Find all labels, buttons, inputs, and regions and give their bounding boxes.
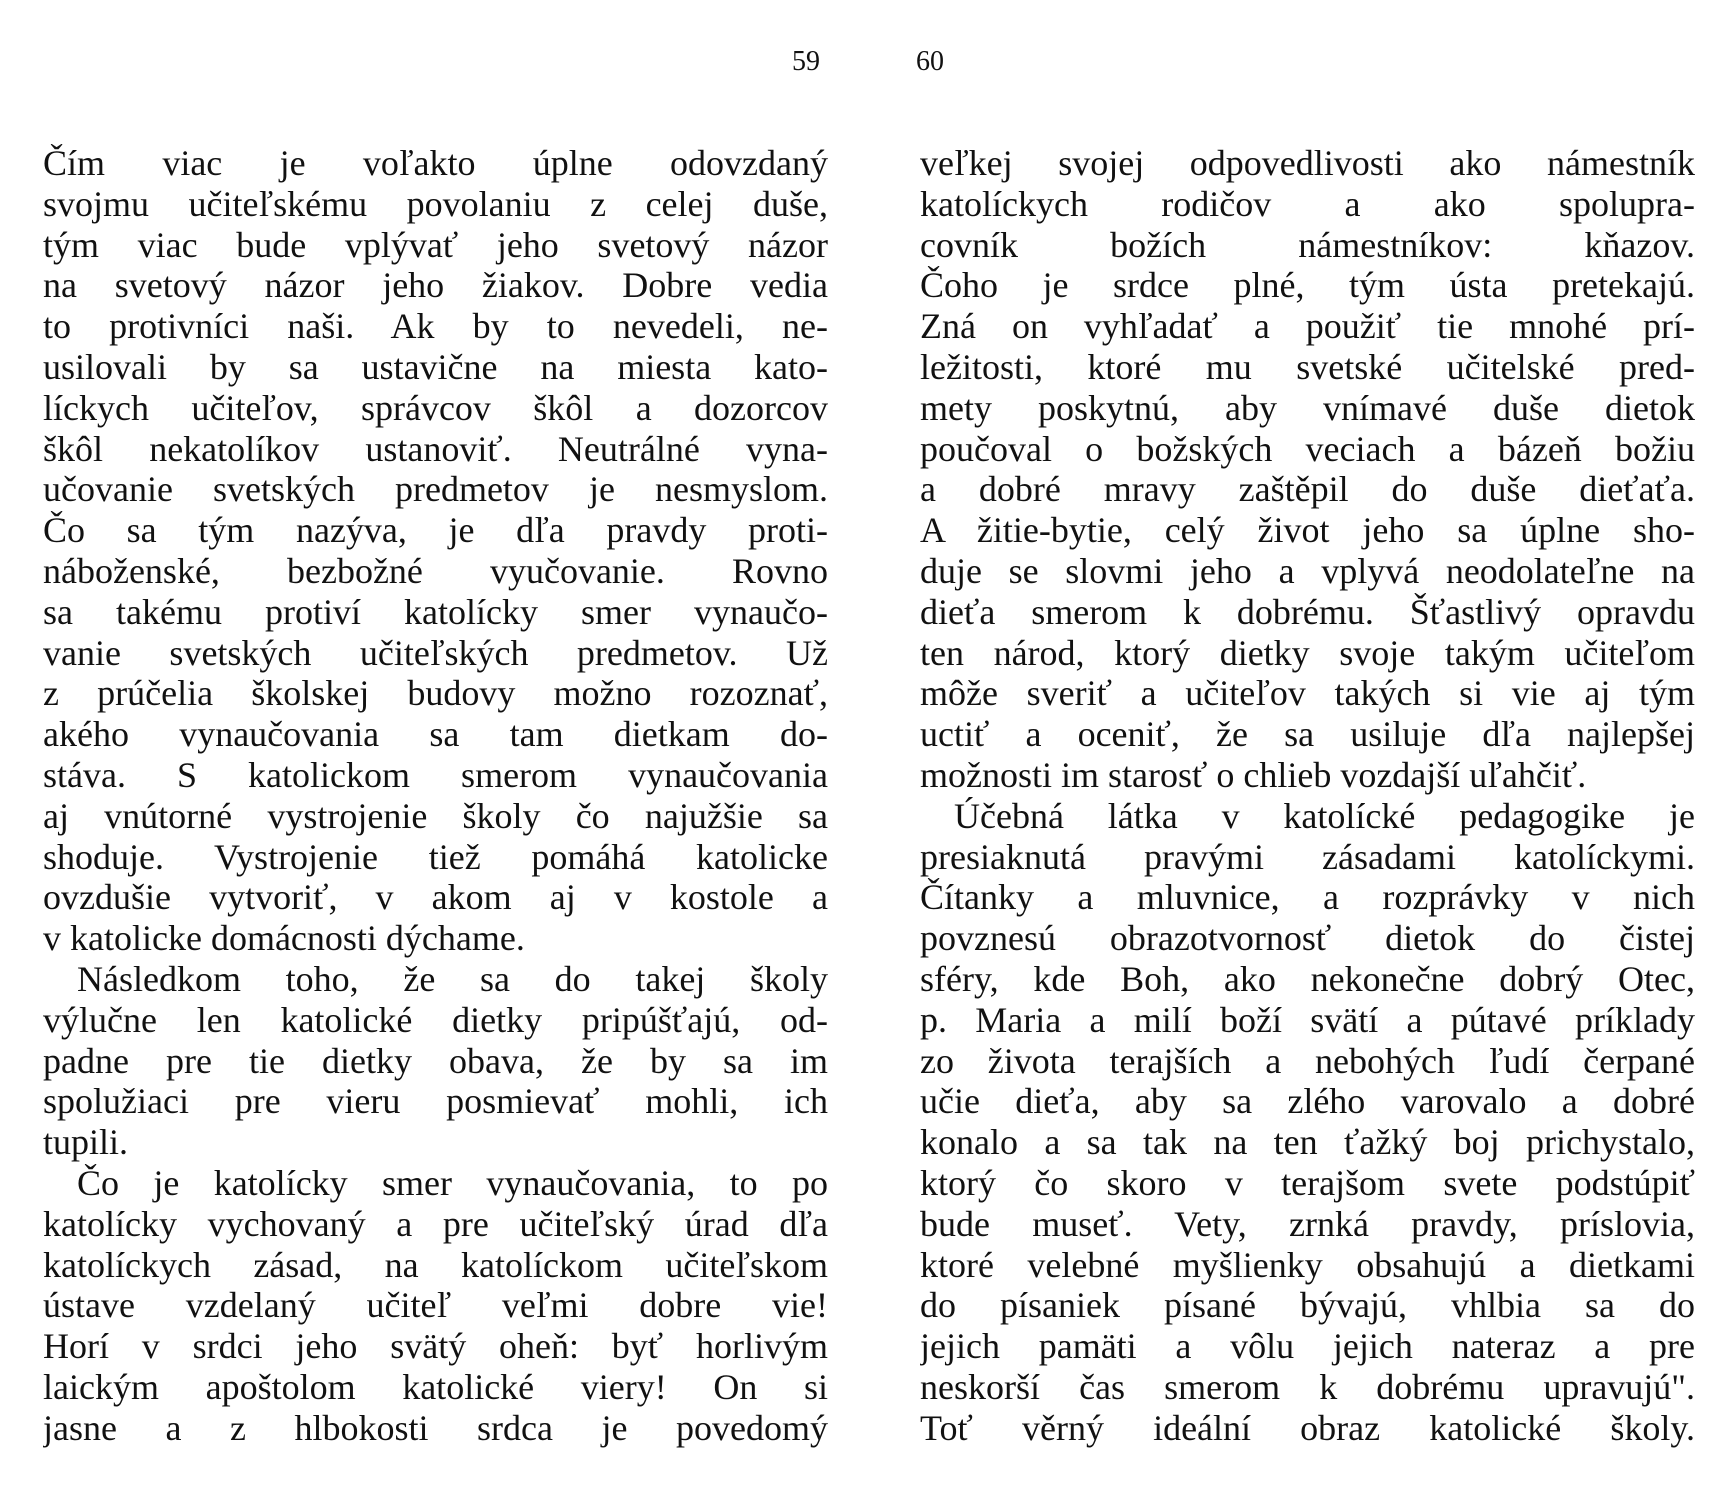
page-number-left: 59 bbox=[792, 46, 820, 77]
text-line: to protivníci naši. Ak by to nevedeli, ne- bbox=[43, 306, 828, 347]
text-line: Zná on vyhľadať a použiť tie mnohé prí- bbox=[920, 306, 1695, 347]
text-line: laickým apoštolom katolické viery! On si bbox=[43, 1366, 828, 1407]
text-line: povznesú obrazotvornosť dietok do čistej bbox=[920, 918, 1695, 959]
text-line: konalo a sa tak na ten ťažký boj prichystalo, bbox=[920, 1122, 1695, 1163]
text-line: Toť věrný ideální obraz katolické školy. bbox=[920, 1407, 1695, 1448]
text-line: neskorší čas smerom k dobrému upravujú". bbox=[920, 1366, 1695, 1407]
text-line: možnosti im starosť o chlieb vozdajší uľahčiť. bbox=[920, 754, 1587, 795]
text-line: škôl nekatolíkov ustanoviť. Neutrálné vyna- bbox=[43, 428, 828, 469]
text-line: z prúčelia školskej budovy možno rozoznať, bbox=[43, 673, 828, 714]
text-line: ten národ, ktorý dietky svoje takým učiteľom bbox=[920, 632, 1695, 673]
text-line: jejich pamäti a vôlu jejich nateraz a pre bbox=[920, 1326, 1695, 1367]
text-line: presiaknutá pravými zásadami katolíckymi. bbox=[920, 836, 1695, 877]
text-line: v katolicke domácnosti dýchame. bbox=[43, 918, 525, 959]
text-line: tupili. bbox=[43, 1122, 129, 1163]
text-line: katolíckych rodičov a ako spolupra- bbox=[920, 183, 1695, 224]
text-line: Čoho je srdce plné, tým ústa pretekajú. bbox=[920, 265, 1695, 306]
text-line: bude museť. Vety, zrnká pravdy, príslovia, bbox=[920, 1203, 1695, 1244]
text-line: ktoré velebné myšlienky obsahujú a dietkami bbox=[920, 1244, 1695, 1285]
text-line: shoduje. Vystrojenie tiež pomáhá katolicke bbox=[43, 836, 828, 877]
text-line: líckych učiteľov, správcov škôl a dozorcov bbox=[43, 387, 828, 428]
text-line: Čo je katolícky smer vynaučovania, to po bbox=[77, 1162, 828, 1203]
text-line: stáva. S katolickom smerom vynaučovania bbox=[43, 754, 828, 795]
text-line: akého vynaučovania sa tam dietkam do- bbox=[43, 714, 828, 755]
text-line: Čítanky a mluvnice, a rozprávky v nich bbox=[920, 877, 1695, 918]
text-line: katolícky vychovaný a pre učiteľský úrad dľa bbox=[43, 1203, 828, 1244]
text-line: p. Maria a milí boží svätí a pútavé príklady bbox=[920, 999, 1695, 1040]
text-line: Čím viac je voľakto úplne odovzdaný bbox=[43, 143, 828, 183]
text-line: covník božích námestníkov: kňazov. bbox=[920, 224, 1695, 265]
text-line: vanie svetských učiteľských predmetov. Už bbox=[43, 632, 828, 673]
left-page-text-column bbox=[43, 143, 828, 1449]
text-line: katolíckych zásad, na katolíckom učiteľskom bbox=[43, 1244, 828, 1285]
text-line: mety poskytnú, aby vnímavé duše dietok bbox=[920, 387, 1695, 428]
text-line: Horí v srdci jeho svätý oheň: byť horlivým bbox=[43, 1326, 828, 1367]
text-line: ovzdušie vytvoriť, v akom aj v kostole a bbox=[43, 877, 828, 918]
text-line: výlučne len katolické dietky pripúšťajú, od- bbox=[43, 999, 828, 1040]
text-line: tým viac bude vplývať jeho svetový názor bbox=[43, 224, 828, 265]
text-line: aj vnútorné vystrojenie školy čo najužšie sa bbox=[43, 795, 828, 836]
text-line: sa takému protiví katolícky smer vynaučo- bbox=[43, 591, 828, 632]
text-line: spolužiaci pre vieru posmievať mohli, ich bbox=[43, 1081, 828, 1122]
text-line: zo života terajších a nebohých ľudí čerpané bbox=[920, 1040, 1695, 1081]
text-line: na svetový názor jeho žiakov. Dobre vedia bbox=[43, 265, 828, 306]
text-line: Účebná látka v katolícké pedagogike je bbox=[954, 795, 1695, 836]
text-line: A žitie-bytie, celý život jeho sa úplne sho- bbox=[920, 510, 1695, 551]
text-line: náboženské, bezbožné vyučovanie. Rovno bbox=[43, 550, 828, 591]
text-line: uctiť a oceniť, že sa usiluje dľa najlepšej bbox=[920, 714, 1695, 755]
right-page-text-column bbox=[920, 143, 1695, 1449]
page-number-right: 60 bbox=[916, 46, 944, 77]
text-line: poučoval o božských veciach a bázeň božiu bbox=[920, 428, 1695, 469]
text-line: Čo sa tým nazýva, je dľa pravdy proti- bbox=[43, 510, 828, 551]
text-line: ležitosti, ktoré mu svetské učitelské pred- bbox=[920, 346, 1695, 387]
text-line: sféry, kde Boh, ako nekonečne dobrý Otec, bbox=[920, 958, 1695, 999]
text-line: ktorý čo skoro v terajšom svete podstúpiť bbox=[920, 1162, 1695, 1203]
text-line: učie dieťa, aby sa zlého varovalo a dobré bbox=[920, 1081, 1695, 1122]
text-line: jasne a z hlbokosti srdca je povedomý bbox=[43, 1407, 828, 1448]
text-line: môže sveriť a učiteľov takých si vie aj tým bbox=[920, 673, 1695, 714]
text-line: ústave vzdelaný učiteľ veľmi dobre vie! bbox=[43, 1285, 828, 1326]
text-line: padne pre tie dietky obava, že by sa im bbox=[43, 1040, 828, 1081]
text-line: duje se slovmi jeho a vplyvá neodolateľne na bbox=[920, 550, 1695, 591]
text-line: svojmu učiteľskému povolaniu z celej duše, bbox=[43, 183, 828, 224]
text-line: dieťa smerom k dobrému. Šťastlivý opravdu bbox=[920, 591, 1695, 632]
text-line: do písaniek písané bývajú, vhlbia sa do bbox=[920, 1285, 1695, 1326]
text-line: usilovali by sa ustavične na miesta kato- bbox=[43, 346, 828, 387]
text-line: veľkej svojej odpovedlivosti ako námestník bbox=[920, 143, 1695, 183]
text-line: a dobré mravy zaštěpil do duše dieťaťa. bbox=[920, 469, 1695, 510]
text-line: učovanie svetských predmetov je nesmyslom. bbox=[43, 469, 828, 510]
text-line: Následkom toho, že sa do takej školy bbox=[77, 958, 828, 999]
